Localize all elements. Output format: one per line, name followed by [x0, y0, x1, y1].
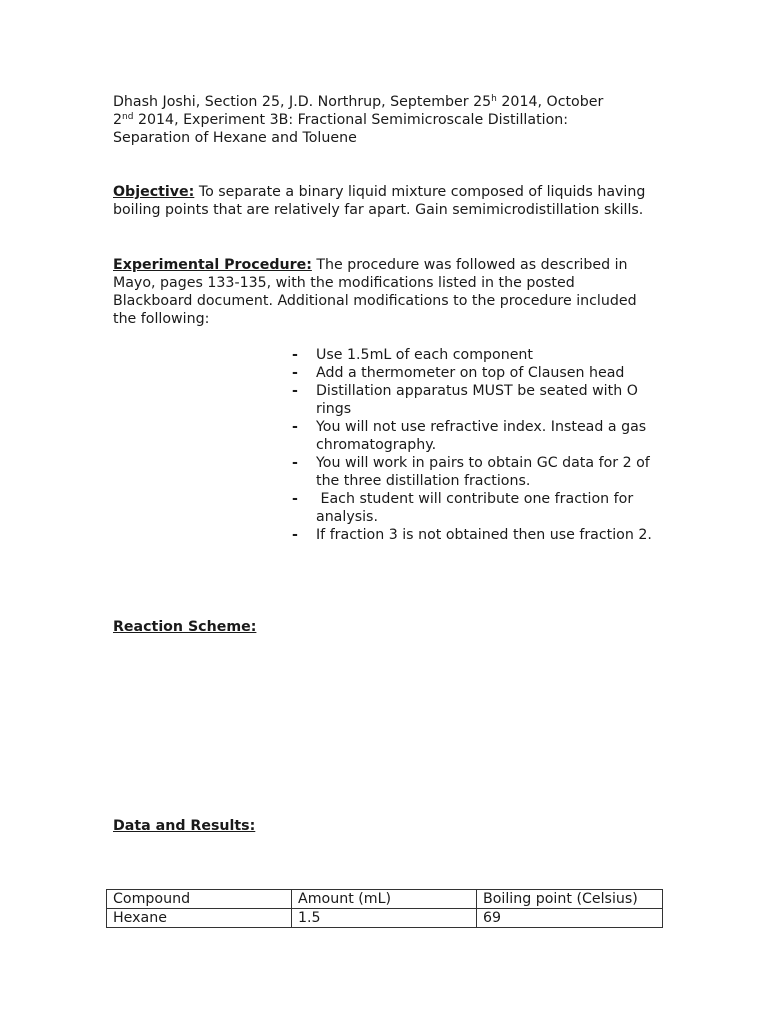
table-cell: 1.5: [292, 909, 477, 928]
objective-heading: Objective:: [113, 184, 195, 200]
header-line-2: 2nd 2014, Experiment 3B: Fractional Semimicroscale Distillation:: [113, 112, 569, 128]
procedure-modifications-list: [292, 346, 662, 544]
procedure-text: The procedure was followed as described in Mayo, pages 133-135, with the modifications listed in the posted Blackboard document. Additional modifications to the procedure included the following:: [113, 257, 637, 327]
dash-bullet-icon: -: [292, 347, 298, 363]
dash-bullet-icon: -: [292, 419, 298, 435]
dash-bullet-icon: -: [292, 365, 298, 381]
data-table: [106, 889, 663, 928]
list-item: - You will not use refractive index. Instead a gas chromatography.: [292, 419, 647, 453]
table-cell: Hexane: [107, 909, 292, 928]
list-item: - Use 1.5mL of each component: [292, 347, 533, 363]
table-cell: 69: [477, 909, 663, 928]
list-item: - Each student will contribute one fraction for analysis.: [292, 491, 634, 525]
table-header-cell: Compound: [107, 890, 292, 909]
list-item: - If fraction 3 is not obtained then use fraction 2.: [292, 527, 652, 543]
header-block: [113, 93, 653, 147]
header-line-1: Dhash Joshi, Section 25, J.D. Northrup, September 25$^h$ 2014, October: [113, 94, 604, 110]
table-header-cell: Boiling point (Celsius): [477, 890, 663, 909]
data-results-section: [113, 817, 653, 835]
procedure-section: [113, 256, 653, 328]
dash-bullet-icon: -: [292, 455, 298, 471]
dash-bullet-icon: -: [292, 527, 298, 543]
objective-section: [113, 183, 653, 219]
dash-bullet-icon: -: [292, 383, 298, 399]
procedure-heading: Experimental Procedure:: [113, 257, 312, 273]
list-item: - You will work in pairs to obtain GC data for 2 of the three distillation fractions.: [292, 455, 650, 489]
reaction-scheme-section: [113, 618, 653, 636]
list-item: - Distillation apparatus MUST be seated with O rings: [292, 383, 638, 417]
list-item: - Add a thermometer on top of Clausen head: [292, 365, 625, 381]
objective-text: To separate a binary liquid mixture composed of liquids having boiling points that are relatively far apart. Gain semimicrodistillation skills.: [113, 184, 646, 218]
data-results-heading: Data and Results:: [113, 818, 256, 834]
dash-bullet-icon: -: [292, 491, 298, 507]
header-line-3: Separation of Hexane and Toluene: [113, 130, 357, 146]
table-header-cell: Amount (mL): [292, 890, 477, 909]
reaction-scheme-heading: Reaction Scheme:: [113, 619, 257, 635]
table-header-row: [107, 890, 663, 909]
table-row: [107, 909, 663, 928]
